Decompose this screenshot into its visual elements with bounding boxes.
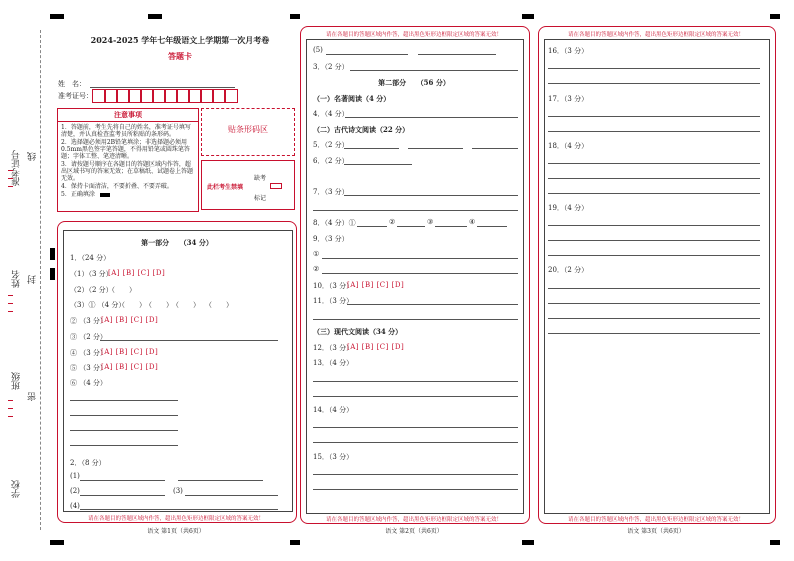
q1-label: 1．（24 分） bbox=[70, 254, 111, 262]
sub-section-1: （一）名著阅读（4 分） bbox=[313, 94, 391, 103]
q8-mark: ④ bbox=[469, 218, 476, 226]
answer-line[interactable] bbox=[70, 430, 178, 431]
q4-label: 4．（4 分） bbox=[313, 110, 349, 118]
q1-3-label: （3）① （4 分） bbox=[70, 301, 126, 309]
notice-item: 1．答题前，考生先将自己的姓名，准考证号填写清楚，并认真检查监考员所粘贴的条形码。 bbox=[61, 124, 191, 138]
q11-label: 11．（3 分） bbox=[313, 297, 354, 305]
answer-line[interactable] bbox=[548, 163, 760, 164]
id-label: 准考证号： bbox=[58, 92, 93, 100]
q1-3-paren: （ ） bbox=[172, 301, 200, 309]
answer-line[interactable] bbox=[322, 273, 518, 274]
q-circle-2-label: ② （3 分） bbox=[70, 317, 107, 325]
absent-line2: 标记 bbox=[254, 195, 267, 202]
q8-mark: ② bbox=[389, 218, 396, 226]
answer-line[interactable] bbox=[70, 445, 178, 446]
answer-line[interactable] bbox=[344, 195, 518, 196]
notice-fill-label: 5．正确填涂 bbox=[61, 191, 95, 198]
q10-label: 10．（3 分） bbox=[313, 282, 354, 290]
answer-line[interactable] bbox=[345, 117, 518, 118]
q-circle-3-answer-line[interactable] bbox=[100, 340, 278, 341]
registration-mark bbox=[50, 248, 55, 260]
q5-paren-label: (5) bbox=[313, 46, 323, 54]
q1-3-paren: （ ） bbox=[118, 301, 146, 309]
side-label-school: 学校 bbox=[12, 480, 22, 498]
binding-line bbox=[40, 30, 41, 530]
sub-section-3: （三）现代文阅读（34 分） bbox=[313, 327, 403, 336]
notice-title: 注意事项 bbox=[58, 109, 198, 122]
answer-line[interactable] bbox=[80, 495, 165, 496]
side-label-mi: 密 bbox=[28, 392, 38, 401]
q12-label: 12．（3 分） bbox=[313, 344, 354, 352]
side-label-name: 姓名 bbox=[12, 270, 22, 288]
answer-line[interactable] bbox=[548, 193, 760, 194]
registration-mark bbox=[148, 14, 162, 19]
answer-line[interactable] bbox=[313, 442, 518, 443]
absent-checkbox[interactable] bbox=[270, 183, 282, 189]
answer-line[interactable] bbox=[344, 164, 412, 165]
answer-line[interactable] bbox=[548, 225, 760, 226]
registration-mark bbox=[50, 540, 64, 545]
answer-line[interactable] bbox=[70, 400, 178, 401]
q-circle-5-choices[interactable]: [A] [B] [C] [D] bbox=[101, 363, 159, 371]
registration-mark bbox=[290, 540, 300, 545]
warning-text: 请在各题目的答题区域内作答，超出黑色矩形边框限定区域的答案无效！ bbox=[325, 32, 502, 38]
q1-3-paren: （ ） bbox=[145, 301, 173, 309]
q20-label: 20．（2 分） bbox=[548, 266, 589, 274]
registration-mark bbox=[290, 14, 300, 19]
answer-line[interactable] bbox=[548, 333, 760, 334]
q8-mark: ③ bbox=[427, 218, 434, 226]
sub-section-2: （二）古代诗文阅读（22 分） bbox=[313, 125, 410, 134]
registration-mark bbox=[50, 14, 64, 19]
barcode-area bbox=[201, 108, 295, 156]
q7-label: 7．（3 分） bbox=[313, 188, 349, 196]
q8-label: 8．（4 分）① bbox=[313, 219, 356, 227]
notice-item bbox=[58, 190, 198, 198]
notice-item: 2．选择题必须用2B铅笔填涂；非选择题必须用0.5mm黑色签字笔答题，不得用铅笔或圆珠笔答题；字体工整、笔迹清晰。 bbox=[61, 139, 190, 160]
notice-box bbox=[57, 108, 199, 212]
answer-line[interactable] bbox=[313, 210, 518, 211]
q-circle-4-choices[interactable]: [A] [B] [C] [D] bbox=[101, 348, 159, 356]
q-circle-5-label: ⑤ （3 分） bbox=[70, 364, 107, 372]
answer-line[interactable] bbox=[313, 474, 518, 475]
q15-label: 15．（3 分） bbox=[313, 453, 354, 461]
q2-3-label: (3) bbox=[173, 487, 183, 495]
answer-line[interactable] bbox=[435, 226, 467, 227]
absent-label: 此栏考生禁填 bbox=[207, 184, 244, 191]
absent-box bbox=[201, 160, 295, 210]
warning-text: 请在各题目的答题区域内作答，超出黑色矩形边框限定区域的答案无效！ bbox=[567, 32, 744, 38]
answer-line[interactable] bbox=[326, 54, 408, 55]
q1-2-paren: （ ） bbox=[108, 286, 136, 294]
q9-label: 9．（3 分） bbox=[313, 235, 349, 243]
section-two-title: 第二部分 （56 分） bbox=[378, 78, 450, 87]
q10-choices[interactable]: [A] [B] [C] [D] bbox=[347, 281, 405, 289]
side-label-id: 准考证号 bbox=[12, 150, 22, 186]
q17-label: 17．（3 分） bbox=[548, 95, 589, 103]
answer-line[interactable] bbox=[548, 131, 760, 132]
notice-item: 4．保持卡面清洁，不要折叠、不要弄破。 bbox=[61, 183, 173, 190]
q-circle-6-label: ⑥ （4 分） bbox=[70, 379, 107, 387]
q-circle-2-choices[interactable]: [A] [B] [C] [D] bbox=[101, 316, 159, 324]
answer-line[interactable] bbox=[313, 427, 518, 428]
answer-line[interactable] bbox=[548, 83, 760, 84]
q6-label: 6．（2 分） bbox=[313, 157, 349, 165]
answer-line[interactable] bbox=[548, 288, 760, 289]
answer-line[interactable] bbox=[185, 495, 278, 496]
side-label-feng: 封 bbox=[28, 275, 38, 284]
answer-line[interactable] bbox=[347, 304, 518, 305]
answer-line[interactable] bbox=[357, 226, 387, 227]
id-number-grid[interactable] bbox=[92, 89, 242, 103]
answer-line[interactable] bbox=[350, 70, 518, 71]
side-label-class: 班级 bbox=[12, 372, 22, 390]
answer-line[interactable] bbox=[548, 255, 760, 256]
footer-page3: 语文 第3页（共6页） bbox=[627, 528, 685, 535]
q9-a-label: ① bbox=[313, 250, 320, 258]
answer-line[interactable] bbox=[80, 480, 165, 481]
q1-1-label: （1）（3 分） bbox=[70, 270, 113, 278]
q12-choices[interactable]: [A] [B] [C] [D] bbox=[347, 343, 405, 351]
q1-2-label: （2）（2 分） bbox=[70, 286, 113, 294]
answer-line[interactable] bbox=[70, 415, 178, 416]
answer-line[interactable] bbox=[313, 319, 518, 320]
answer-box-3 bbox=[544, 39, 770, 514]
exam-subtitle: 答题卡 bbox=[168, 51, 192, 61]
footer-page1: 语文 第1页（共6页） bbox=[147, 528, 205, 535]
answer-line[interactable] bbox=[80, 509, 278, 510]
q13-label: 13．（4 分） bbox=[313, 359, 354, 367]
registration-mark bbox=[50, 268, 55, 280]
q18-label: 18．（4 分） bbox=[548, 142, 589, 150]
registration-mark bbox=[522, 14, 534, 19]
answer-line[interactable] bbox=[418, 54, 496, 55]
section-one-title: 第一部分 （34 分） bbox=[141, 238, 213, 247]
answer-line[interactable] bbox=[313, 381, 518, 382]
absent-line1: 缺考 bbox=[254, 175, 267, 182]
answer-line[interactable] bbox=[548, 318, 760, 319]
answer-line[interactable] bbox=[408, 148, 463, 149]
name-label: 姓 名： bbox=[58, 80, 86, 88]
warning-text: 请在各题目的答题区域内作答，超出黑色矩形边框限定区域的答案无效！ bbox=[567, 517, 744, 523]
answer-line[interactable] bbox=[397, 226, 425, 227]
footer-page2: 语文 第2页（共6页） bbox=[385, 528, 443, 535]
answer-line[interactable] bbox=[548, 303, 760, 304]
q2-1-label: (1) bbox=[70, 472, 80, 480]
exam-title: 2024-2025 学年七年级语文上学期第一次月考卷 bbox=[90, 35, 270, 45]
q16-label: 16．（3 分） bbox=[548, 47, 589, 55]
q14-label: 14．（4 分） bbox=[313, 406, 354, 414]
warning-text: 请在各题目的答题区域内作答，超出黑色矩形边框限定区域的答案无效！ bbox=[325, 517, 502, 523]
answer-line[interactable] bbox=[548, 68, 760, 69]
q9-b-label: ② bbox=[313, 265, 320, 273]
registration-mark bbox=[770, 540, 780, 545]
answer-line[interactable] bbox=[344, 148, 399, 149]
registration-mark bbox=[522, 540, 534, 545]
answer-line[interactable] bbox=[178, 480, 263, 481]
answer-line[interactable] bbox=[477, 226, 507, 227]
notice-item: 3．请按题号顺序在各题目的答题区域内作答，超出区域书写的答案无效；在草稿纸、试题卷上答题无效。 bbox=[61, 161, 194, 182]
q1-1-choices[interactable]: [A] [B] [C] [D] bbox=[108, 269, 166, 277]
name-field[interactable] bbox=[90, 87, 235, 88]
answer-line[interactable] bbox=[322, 258, 518, 259]
q1-3-paren: （ ） bbox=[205, 301, 233, 309]
barcode-label: 贴条形码区 bbox=[228, 125, 268, 134]
answer-line[interactable] bbox=[548, 240, 760, 241]
filled-bubble-sample bbox=[100, 193, 110, 197]
q2-label: 2．（8 分） bbox=[70, 459, 106, 467]
q19-label: 19．（4 分） bbox=[548, 204, 589, 212]
q3-label: 3．（2 分） bbox=[313, 63, 349, 71]
registration-mark bbox=[770, 14, 780, 19]
q2-2-label: (2) bbox=[70, 487, 80, 495]
side-label-xian: 线 bbox=[28, 152, 38, 161]
answer-line[interactable] bbox=[548, 178, 760, 179]
q-circle-4-label: ④ （3 分） bbox=[70, 349, 107, 357]
warning-text: 请在各题目的答题区域内作答，超出黑色矩形边框限定区域的答案无效！ bbox=[87, 516, 264, 522]
answer-line[interactable] bbox=[313, 396, 518, 397]
answer-line[interactable] bbox=[313, 489, 518, 490]
q2-4-label: (4) bbox=[70, 502, 80, 510]
q-circle-3-label: ③ （2 分） bbox=[70, 333, 107, 341]
answer-line[interactable] bbox=[548, 116, 760, 117]
answer-line[interactable] bbox=[472, 148, 518, 149]
q5-label: 5．（2 分） bbox=[313, 141, 349, 149]
